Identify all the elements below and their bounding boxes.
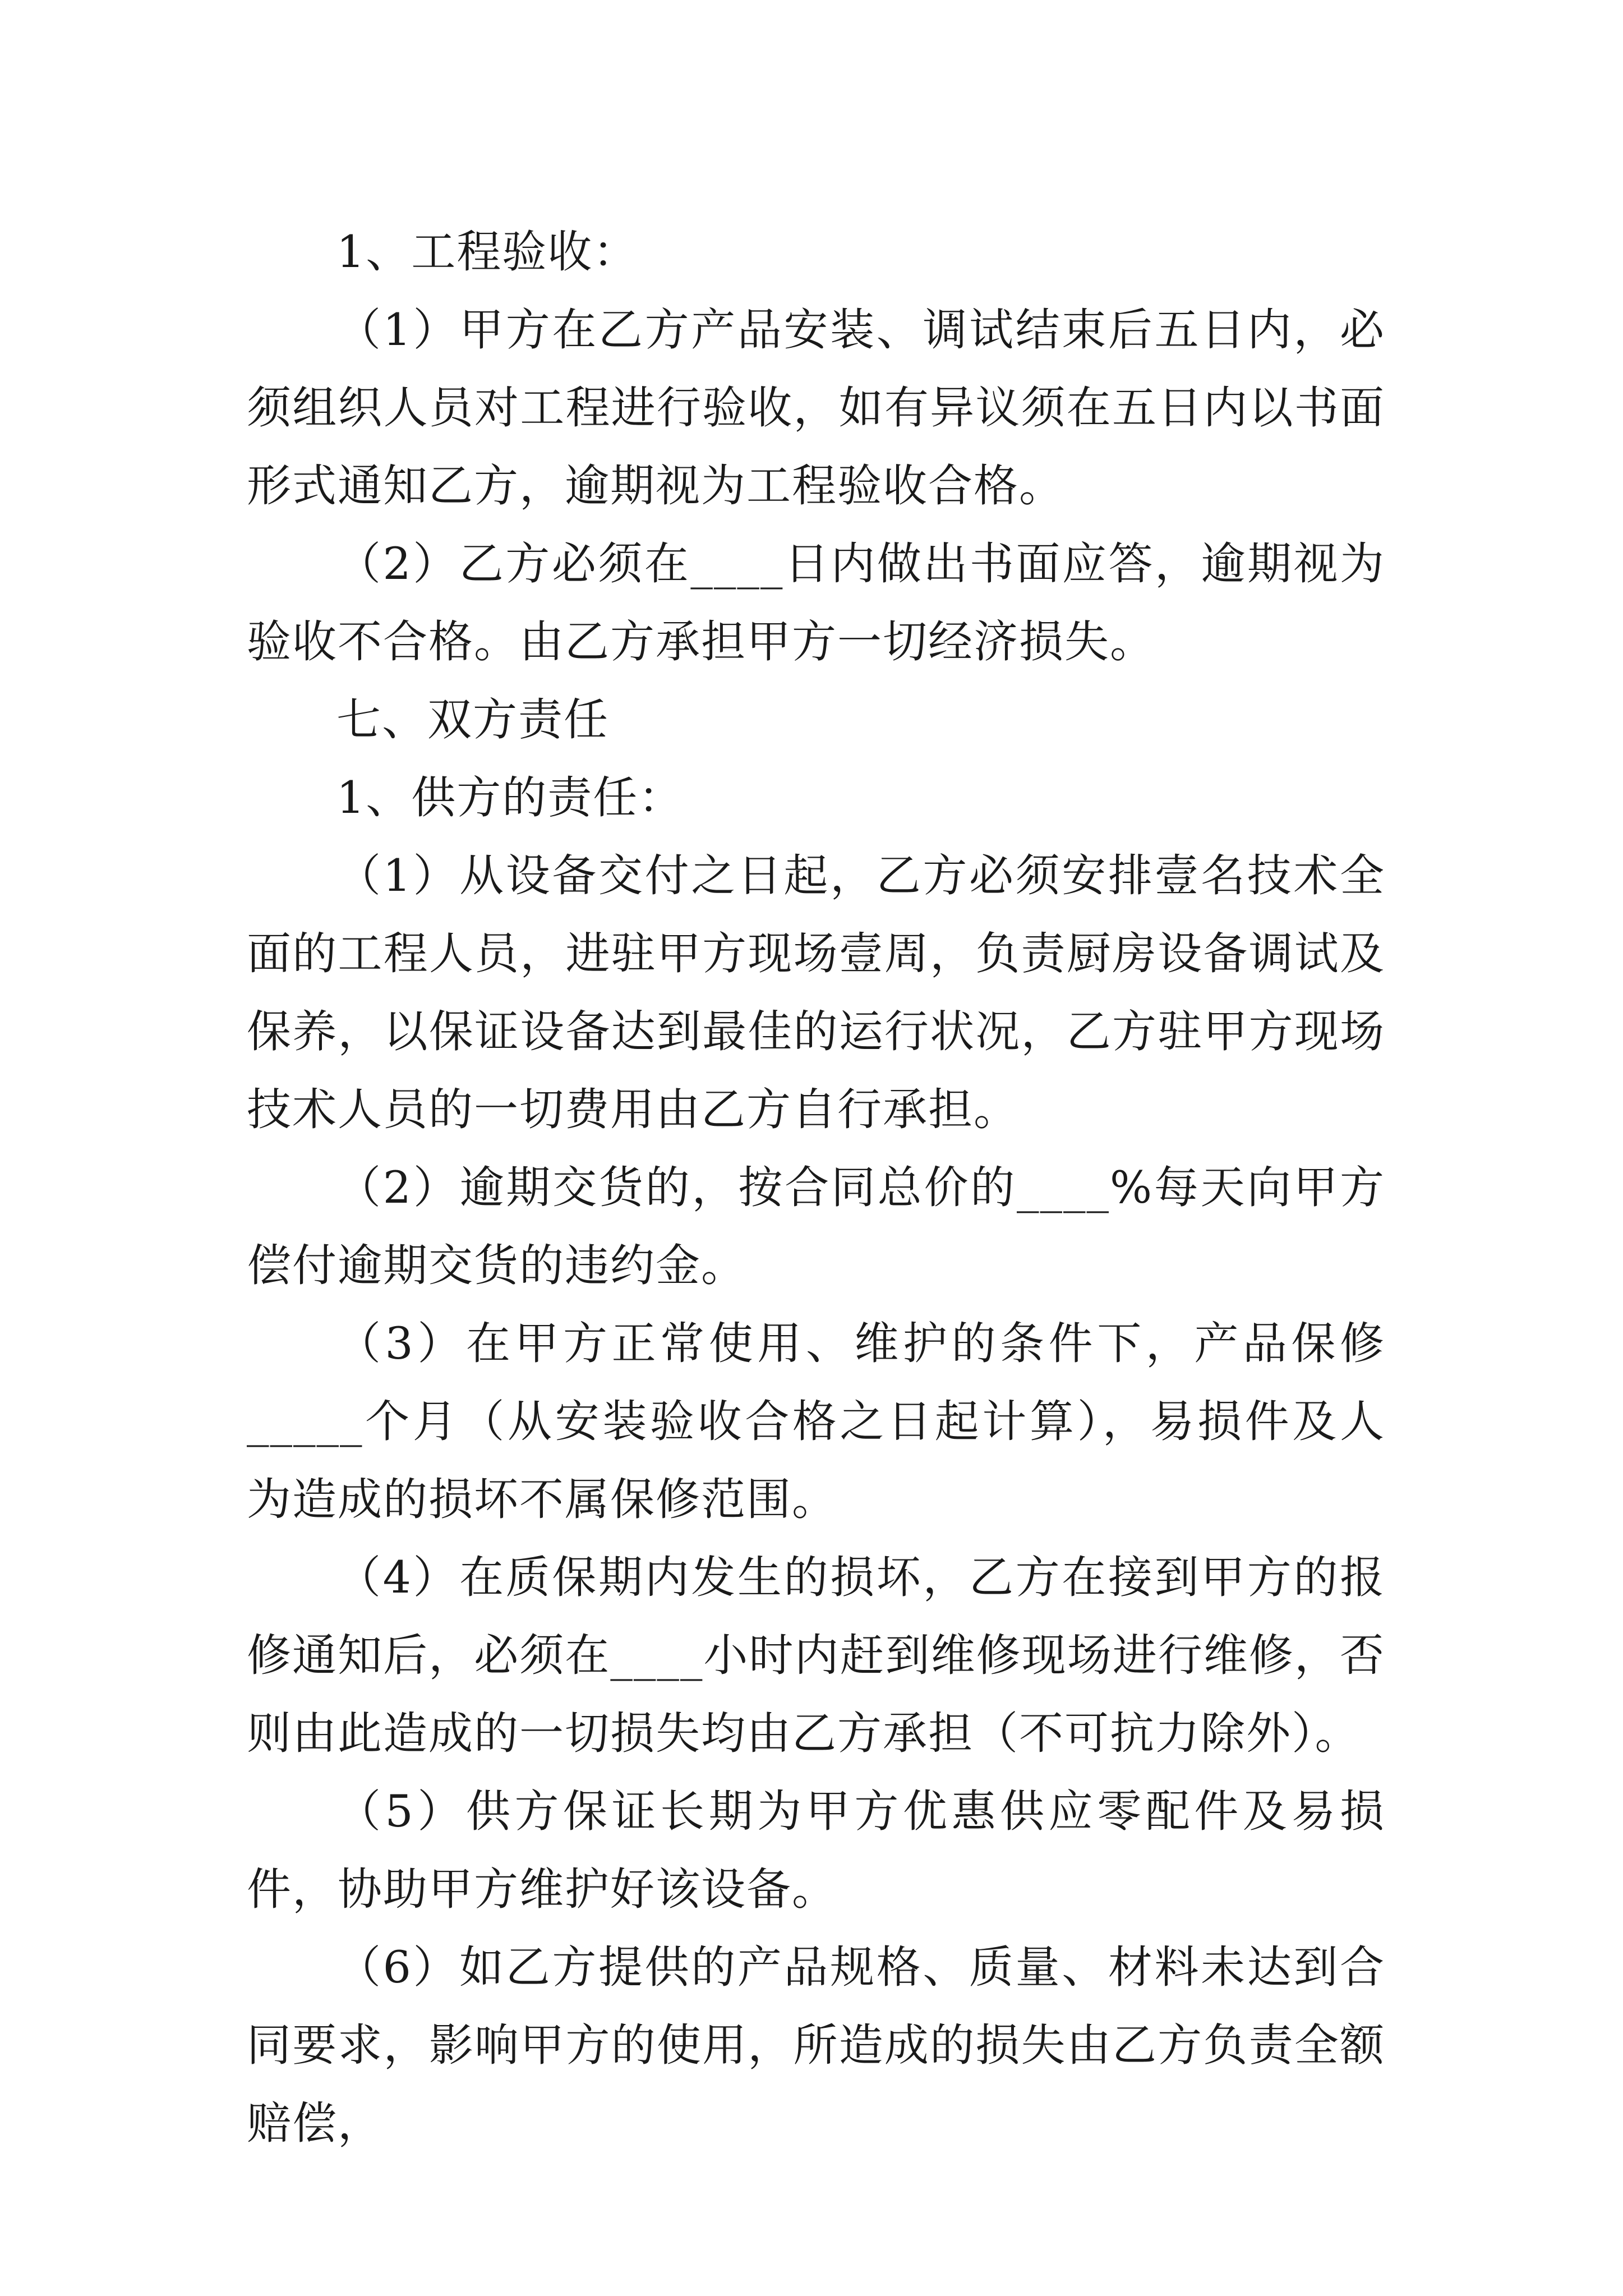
paragraph-supplier-1: （1）从设备交付之日起，乙方必须安排壹名技术全面的工程人员，进驻甲方现场壹周，负责厨房设备调试及保养，以保证设备达到最佳的运行状况，乙方驻甲方现场技术人员的一切费用由乙方自行承担。 xyxy=(247,850,1385,1135)
paragraph-supplier-5: （5）供方保证长期为甲方优惠供应零配件及易损件，协助甲方维护好该设备。 xyxy=(247,1786,1385,1915)
paragraph-supplier-3: （3）在甲方正常使用、维护的条件下，产品保修_____个月（从安装验收合格之日起计算），易损件及人为造成的损坏不属保修范围。 xyxy=(247,1318,1385,1525)
paragraph-acceptance-2: （2）乙方必须在____日内做出书面应答，逾期视为验收不合格。由乙方承担甲方一切经济损失。 xyxy=(247,538,1385,668)
heading-supplier-responsibility: 1、供方的责任： xyxy=(336,772,684,823)
heading-acceptance: 1、工程验收： xyxy=(336,226,639,278)
section-heading-responsibilities: 七、双方责任 xyxy=(336,694,609,746)
paragraph-supplier-2: （2）逾期交货的，按合同总价的____%每天向甲方偿付逾期交货的违约金。 xyxy=(247,1162,1385,1291)
paragraph-supplier-6: （6）如乙方提供的产品规格、质量、材料未达到合同要求，影响甲方的使用，所造成的损失由乙方负责全额赔偿， xyxy=(247,1941,1385,2149)
paragraph-supplier-4: （4）在质保期内发生的损坏，乙方在接到甲方的报修通知后，必须在____小时内赶到维修现场进行维修，否则由此造成的一切损失均由乙方承担（不可抗力除外）。 xyxy=(247,1552,1385,1759)
paragraph-acceptance-1: （1）甲方在乙方产品安装、调试结束后五日内，必须组织人员对工程进行验收，如有异议须在五日内以书面形式通知乙方，逾期视为工程验收合格。 xyxy=(247,304,1385,512)
document-body xyxy=(247,213,1385,2162)
